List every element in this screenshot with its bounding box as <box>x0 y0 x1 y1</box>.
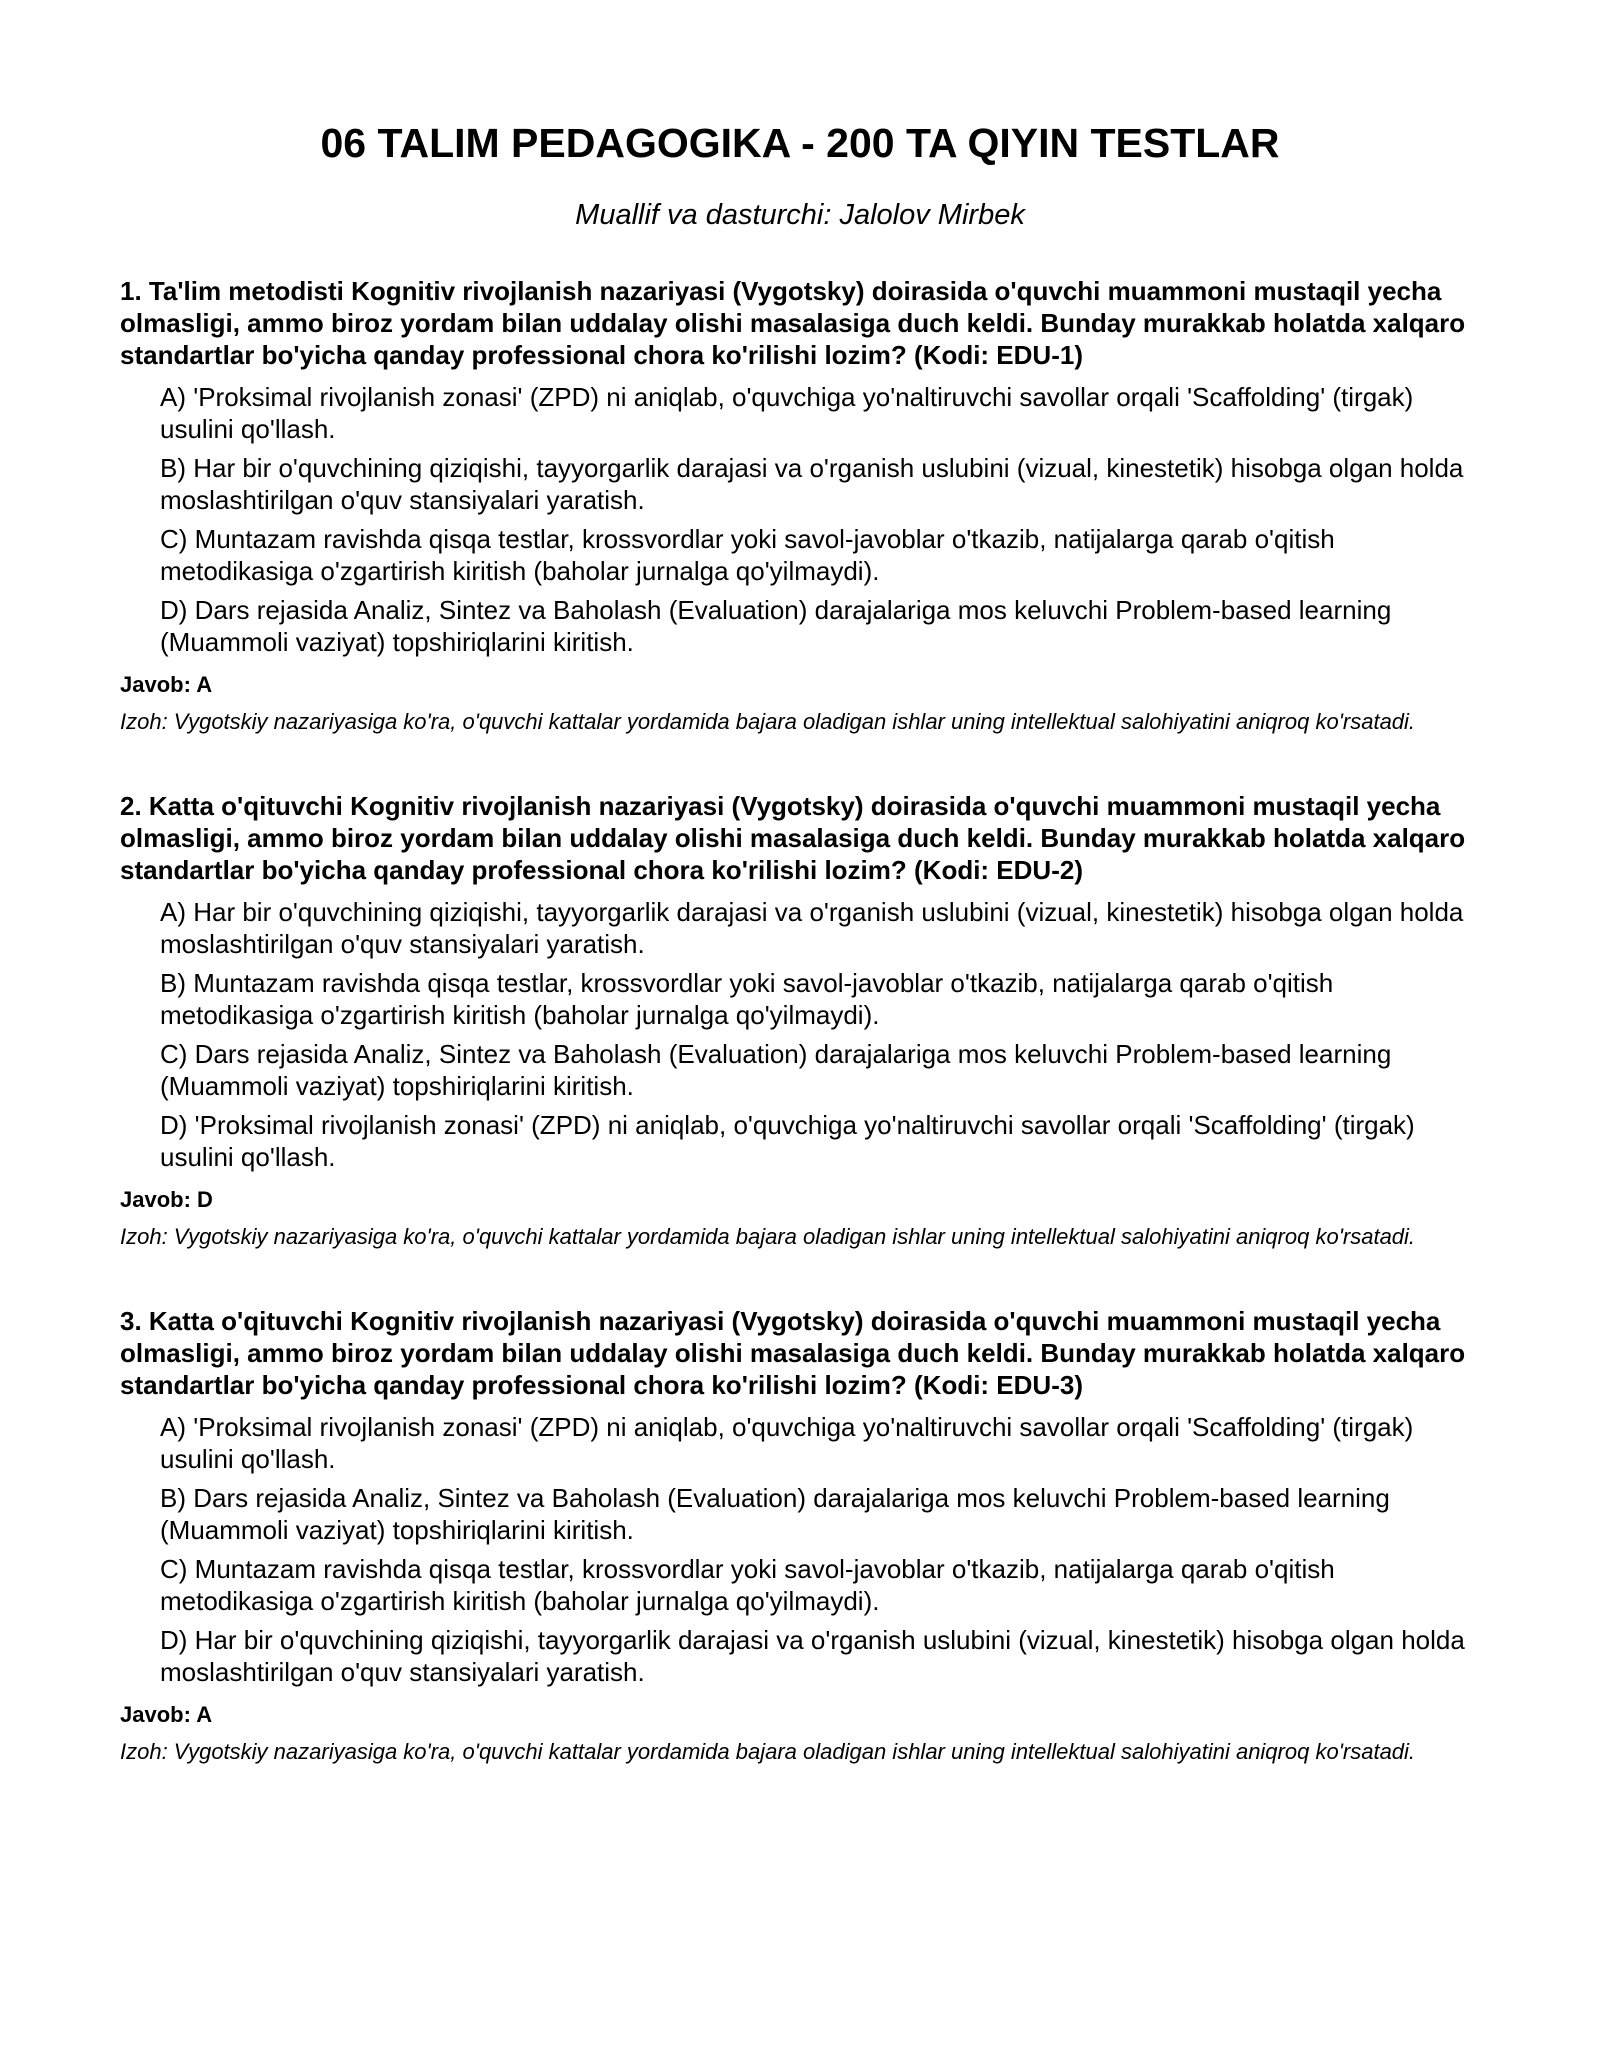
option-b: B) Muntazam ravishda qisqa testlar, krossvordlar yoki savol-javoblar o'tkazib, natijalarga qarab o'qitish metodikasiga o'zgartirish kiritish (baholar jurnalga qo'yilmaydi). <box>160 968 1334 1030</box>
question-3 <box>120 1305 1480 1767</box>
question-text: 2. Katta o'qituvchi Kognitiv rivojlanish nazariyasi (Vygotsky) doirasida o'quvchi muammoni mustaqil yecha olmasligi, ammo biroz yordam bilan uddalay olishi masalasiga duch keldi. Bunday murakkab holatda xalqaro standartlar bo'yicha qanday professional chora ko'rilishi lozim? (Kodi: EDU-2) <box>120 791 1466 885</box>
answer-options <box>120 896 1480 1173</box>
option-d: D) Har bir o'quvchining qiziqishi, tayyorgarlik darajasi va o'rganish uslubini (vizual, kinestetik) hisobga olgan holda moslashtirilgan o'quv stansiyalari yaratish. <box>160 1625 1465 1687</box>
question-2 <box>120 790 1480 1252</box>
answer-explanation: Izoh: Vygotskiy nazariyasiga ko'ra, o'quvchi kattalar yordamida bajara oladigan ishlar uning intellektual salohiyatini aniqroq ko'rsatadi. <box>120 709 1416 734</box>
question-list <box>120 275 1480 1767</box>
option-b: B) Dars rejasida Analiz, Sintez va Baholash (Evaluation) darajalariga mos keluvchi Problem-based learning (Muammoli vaziyat) topshiriqlarini kiritish. <box>160 1483 1390 1545</box>
option-c: C) Muntazam ravishda qisqa testlar, krossvordlar yoki savol-javoblar o'tkazib, natijalarga qarab o'qitish metodikasiga o'zgartirish kiritish (baholar jurnalga qo'yilmaydi). <box>160 524 1335 586</box>
option-a: A) Har bir o'quvchining qiziqishi, tayyorgarlik darajasi va o'rganish uslubini (vizual, kinestetik) hisobga olgan holda moslashtirilgan o'quv stansiyalari yaratish. <box>160 897 1464 959</box>
answer-options <box>120 1411 1480 1688</box>
correct-answer: Javob: A <box>120 672 213 697</box>
option-c: C) Muntazam ravishda qisqa testlar, krossvordlar yoki savol-javoblar o'tkazib, natijalarga qarab o'qitish metodikasiga o'zgartirish kiritish (baholar jurnalga qo'yilmaydi). <box>160 1554 1335 1616</box>
question-text: 3. Katta o'qituvchi Kognitiv rivojlanish nazariyasi (Vygotsky) doirasida o'quvchi muammoni mustaqil yecha olmasligi, ammo biroz yordam bilan uddalay olishi masalasiga duch keldi. Bunday murakkab holatda xalqaro standartlar bo'yicha qanday professional chora ko'rilishi lozim? (Kodi: EDU-3) <box>120 1306 1466 1400</box>
correct-answer: Javob: A <box>120 1702 213 1727</box>
option-a: A) 'Proksimal rivojlanish zonasi' (ZPD) ni aniqlab, o'quvchiga yo'naltiruvchi savollar orqali 'Scaffolding' (tirgak) usulini qo'llash. <box>160 382 1414 444</box>
question-text: 1. Ta'lim metodisti Kognitiv rivojlanish nazariyasi (Vygotsky) doirasida o'quvchi muammoni mustaqil yecha olmasligi, ammo biroz yordam bilan uddalay olishi masalasiga duch keldi. Bunday murakkab holatda xalqaro standartlar bo'yicha qanday professional chora ko'rilishi lozim? (Kodi: EDU-1) <box>120 276 1466 370</box>
correct-answer: Javob: D <box>120 1187 213 1212</box>
question-1 <box>120 275 1480 737</box>
option-d: D) Dars rejasida Analiz, Sintez va Baholash (Evaluation) darajalariga mos keluvchi Problem-based learning (Muammoli vaziyat) topshiriqlarini kiritish. <box>160 595 1392 657</box>
document-author: Muallif va dasturchi: Jalolov Mirbek <box>575 199 1025 231</box>
option-a: A) 'Proksimal rivojlanish zonasi' (ZPD) ni aniqlab, o'quvchiga yo'naltiruvchi savollar orqali 'Scaffolding' (tirgak) usulini qo'llash. <box>160 1412 1414 1474</box>
answer-options <box>120 381 1480 658</box>
option-d: D) 'Proksimal rivojlanish zonasi' (ZPD) ni aniqlab, o'quvchiga yo'naltiruvchi savollar orqali 'Scaffolding' (tirgak) usulini qo'llash. <box>160 1110 1415 1172</box>
option-b: B) Har bir o'quvchining qiziqishi, tayyorgarlik darajasi va o'rganish uslubini (vizual, kinestetik) hisobga olgan holda moslashtirilgan o'quv stansiyalari yaratish. <box>160 453 1464 515</box>
option-c: C) Dars rejasida Analiz, Sintez va Baholash (Evaluation) darajalariga mos keluvchi Problem-based learning (Muammoli vaziyat) topshiriqlarini kiritish. <box>160 1039 1392 1101</box>
answer-explanation: Izoh: Vygotskiy nazariyasiga ko'ra, o'quvchi kattalar yordamida bajara oladigan ishlar uning intellektual salohiyatini aniqroq ko'rsatadi. <box>120 1224 1416 1249</box>
document-title: 06 TALIM PEDAGOGIKA - 200 TA QIYIN TESTLAR <box>320 120 1280 166</box>
answer-explanation: Izoh: Vygotskiy nazariyasiga ko'ra, o'quvchi kattalar yordamida bajara oladigan ishlar uning intellektual salohiyatini aniqroq ko'rsatadi. <box>120 1739 1416 1764</box>
